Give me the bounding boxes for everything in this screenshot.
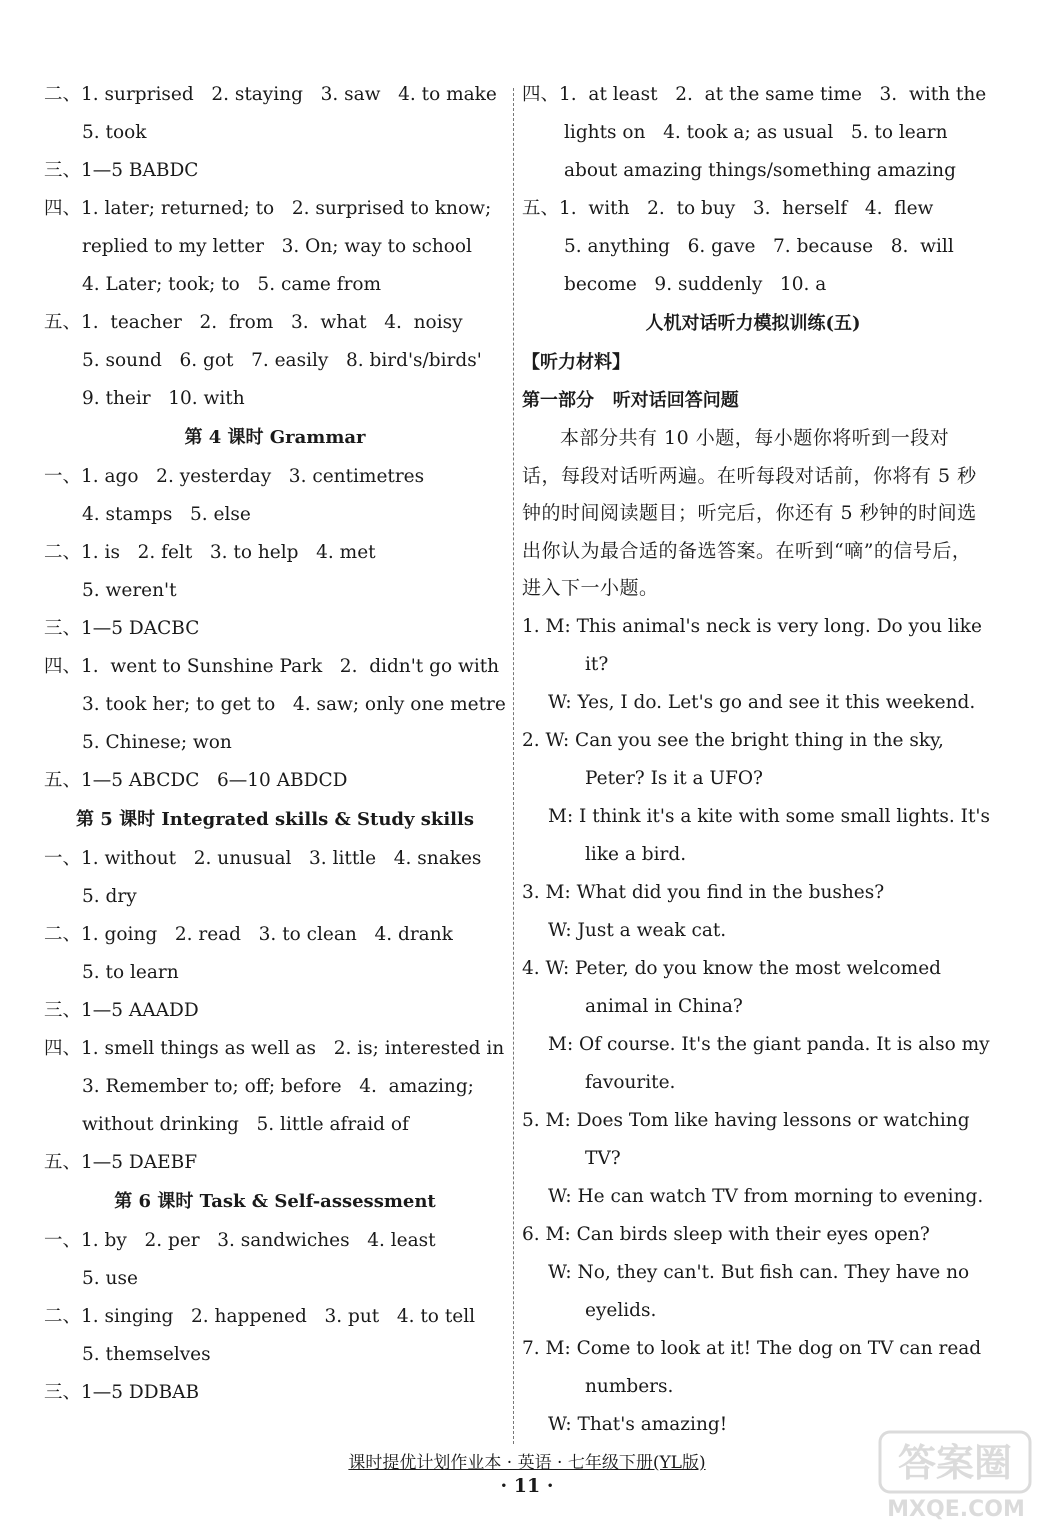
answer-line: 三、1—5 DDBAB bbox=[44, 1382, 200, 1403]
dialogue-line: animal in China? bbox=[585, 995, 743, 1017]
answer-line: 四、1. smell things as well as 2. is; interested in bbox=[44, 1038, 505, 1059]
answer-line: 二、1. surprised 2. staying 3. saw 4. to make bbox=[44, 84, 497, 105]
dialogue-line: TV? bbox=[585, 1147, 621, 1169]
answer-line: 四、1. later; returned; to 2. surprised to know; bbox=[44, 198, 492, 219]
instructions-paragraph: 本部分共有 10 小题，每小题你将听到一段对话，每段对话听两遍。在听每段对话前，你将有 5 秒钟的时间阅读题目；听完后，你还有 5 秒钟的时间选出你认为最合适的备选答案。在听到“嘀”的信号后，进入下一小题。 bbox=[522, 427, 977, 599]
answer-line: 五、1—5 DAEBF bbox=[44, 1152, 198, 1173]
answer-line: 5. themselves bbox=[82, 1344, 211, 1365]
answer-line: 5. to learn bbox=[82, 962, 179, 983]
dialogue-line: 6. M: Can birds sleep with their eyes open? bbox=[522, 1223, 930, 1245]
answer-line: 3. Remember to; off; before 4. amazing; bbox=[82, 1076, 474, 1097]
answer-line: 5. use bbox=[82, 1268, 138, 1289]
dialogue-line: favourite. bbox=[585, 1071, 676, 1093]
watermark-mark: 答案圈 bbox=[897, 1441, 1013, 1485]
answer-line: 二、1. is 2. felt 3. to help 4. met bbox=[44, 542, 376, 563]
dialogue-line: 1. M: This animal's neck is very long. Do you like bbox=[522, 615, 982, 637]
book-title: 课时提优计划作业本 · 英语 · 七年级下册(YL版) bbox=[348, 1453, 706, 1473]
dialogue-line: M: I think it's a kite with some small lights. It's bbox=[548, 805, 990, 827]
answer-line: 一、1. ago 2. yesterday 3. centimetres bbox=[44, 466, 425, 487]
answer-line: 5. anything 6. gave 7. because 8. will bbox=[564, 236, 954, 257]
dialogue-line: 4. W: Peter, do you know the most welcomed bbox=[522, 957, 941, 979]
answer-line: 5. dry bbox=[82, 886, 137, 907]
dialogue-line: W: He can watch TV from morning to evening. bbox=[548, 1185, 984, 1207]
dialogue-line: 5. M: Does Tom like having lessons or watching bbox=[522, 1109, 970, 1131]
answer-line: 一、1. by 2. per 3. sandwiches 4. least bbox=[44, 1230, 436, 1251]
answer-line: become 9. suddenly 10. a bbox=[564, 274, 827, 295]
page-number: · 11 · bbox=[500, 1475, 554, 1497]
answer-line: lights on 4. took a; as usual 5. to learn bbox=[564, 122, 948, 143]
dialogue-line: 3. M: What did you find in the bushes? bbox=[522, 881, 885, 903]
answer-line: 3. took her; to get to 4. saw; only one metre bbox=[82, 694, 506, 715]
lesson-heading: 第 4 课时 Grammar bbox=[184, 427, 366, 448]
answer-line: 二、1. going 2. read 3. to clean 4. drank bbox=[44, 924, 453, 945]
answer-line: 5. sound 6. got 7. easily 8. bird's/birds' bbox=[82, 350, 482, 371]
answer-line: 五、1. teacher 2. from 3. what 4. noisy bbox=[44, 312, 463, 333]
answer-line: 五、1. with 2. to buy 3. herself 4. flew bbox=[522, 198, 934, 219]
answer-line: 5. Chinese; won bbox=[82, 732, 232, 753]
dialogue-line: W: Yes, I do. Let's go and see it this weekend. bbox=[548, 691, 976, 713]
answer-line: without drinking 5. little afraid of bbox=[82, 1114, 409, 1135]
answer-line: replied to my letter 3. On; way to school bbox=[82, 236, 472, 257]
part-heading: 第一部分 听对话回答问题 bbox=[522, 390, 739, 411]
lesson-heading: 第 6 课时 Task & Self-assessment bbox=[114, 1191, 436, 1212]
dialogue-line: M: Of course. It's the giant panda. It is also my bbox=[548, 1033, 990, 1055]
dialogue-line: 2. W: Can you see the bright thing in the sky, bbox=[522, 729, 944, 751]
answer-line: 5. weren't bbox=[82, 580, 177, 601]
dialogue-line: W: Just a weak cat. bbox=[548, 919, 727, 941]
dialogue-line: 7. M: Come to look at it! The dog on TV can read bbox=[522, 1337, 982, 1359]
dialogue-line: W: That's amazing! bbox=[548, 1413, 728, 1435]
answer-line: 5. took bbox=[82, 122, 147, 143]
material-label: 【听力材料】 bbox=[522, 352, 630, 373]
dialogue-line: like a bird. bbox=[585, 843, 687, 865]
lesson-heading: 第 5 课时 Integrated skills & Study skills bbox=[76, 809, 474, 830]
dialogue-line: Peter? Is it a UFO? bbox=[585, 767, 763, 789]
answer-line: about amazing things/something amazing bbox=[564, 160, 956, 181]
answer-line: 三、1—5 DACBC bbox=[44, 618, 200, 639]
left-column bbox=[44, 76, 506, 1412]
answer-line: 4. Later; took; to 5. came from bbox=[82, 274, 382, 295]
right-column bbox=[522, 76, 990, 1444]
answer-line: 四、1. went to Sunshine Park 2. didn't go with bbox=[44, 656, 500, 677]
answer-line: 4. stamps 5. else bbox=[82, 504, 251, 525]
dialogue-line: eyelids. bbox=[585, 1299, 657, 1321]
answer-line: 一、1. without 2. unusual 3. little 4. snakes bbox=[44, 848, 482, 869]
answer-line: 二、1. singing 2. happened 3. put 4. to tell bbox=[44, 1306, 476, 1327]
answer-line: 四、1. at least 2. at the same time 3. with the bbox=[522, 84, 987, 105]
watermark-url: MXQE.COM bbox=[887, 1497, 1025, 1522]
column-divider bbox=[513, 88, 514, 1444]
answer-line: 三、1—5 AAADD bbox=[44, 1000, 199, 1021]
section-title: 人机对话听力模拟训练(五) bbox=[645, 313, 861, 334]
dialogue-line: numbers. bbox=[585, 1375, 674, 1397]
answer-line: 9. their 10. with bbox=[82, 388, 245, 409]
answer-line: 五、1—5 ABCDC 6—10 ABDCD bbox=[44, 770, 348, 791]
dialogue-line: W: No, they can't. But fish can. They have no bbox=[548, 1261, 970, 1283]
answer-line: 三、1—5 BABDC bbox=[44, 160, 199, 181]
watermark-logo bbox=[876, 1426, 1036, 1526]
dialogue-line: it? bbox=[585, 653, 609, 675]
